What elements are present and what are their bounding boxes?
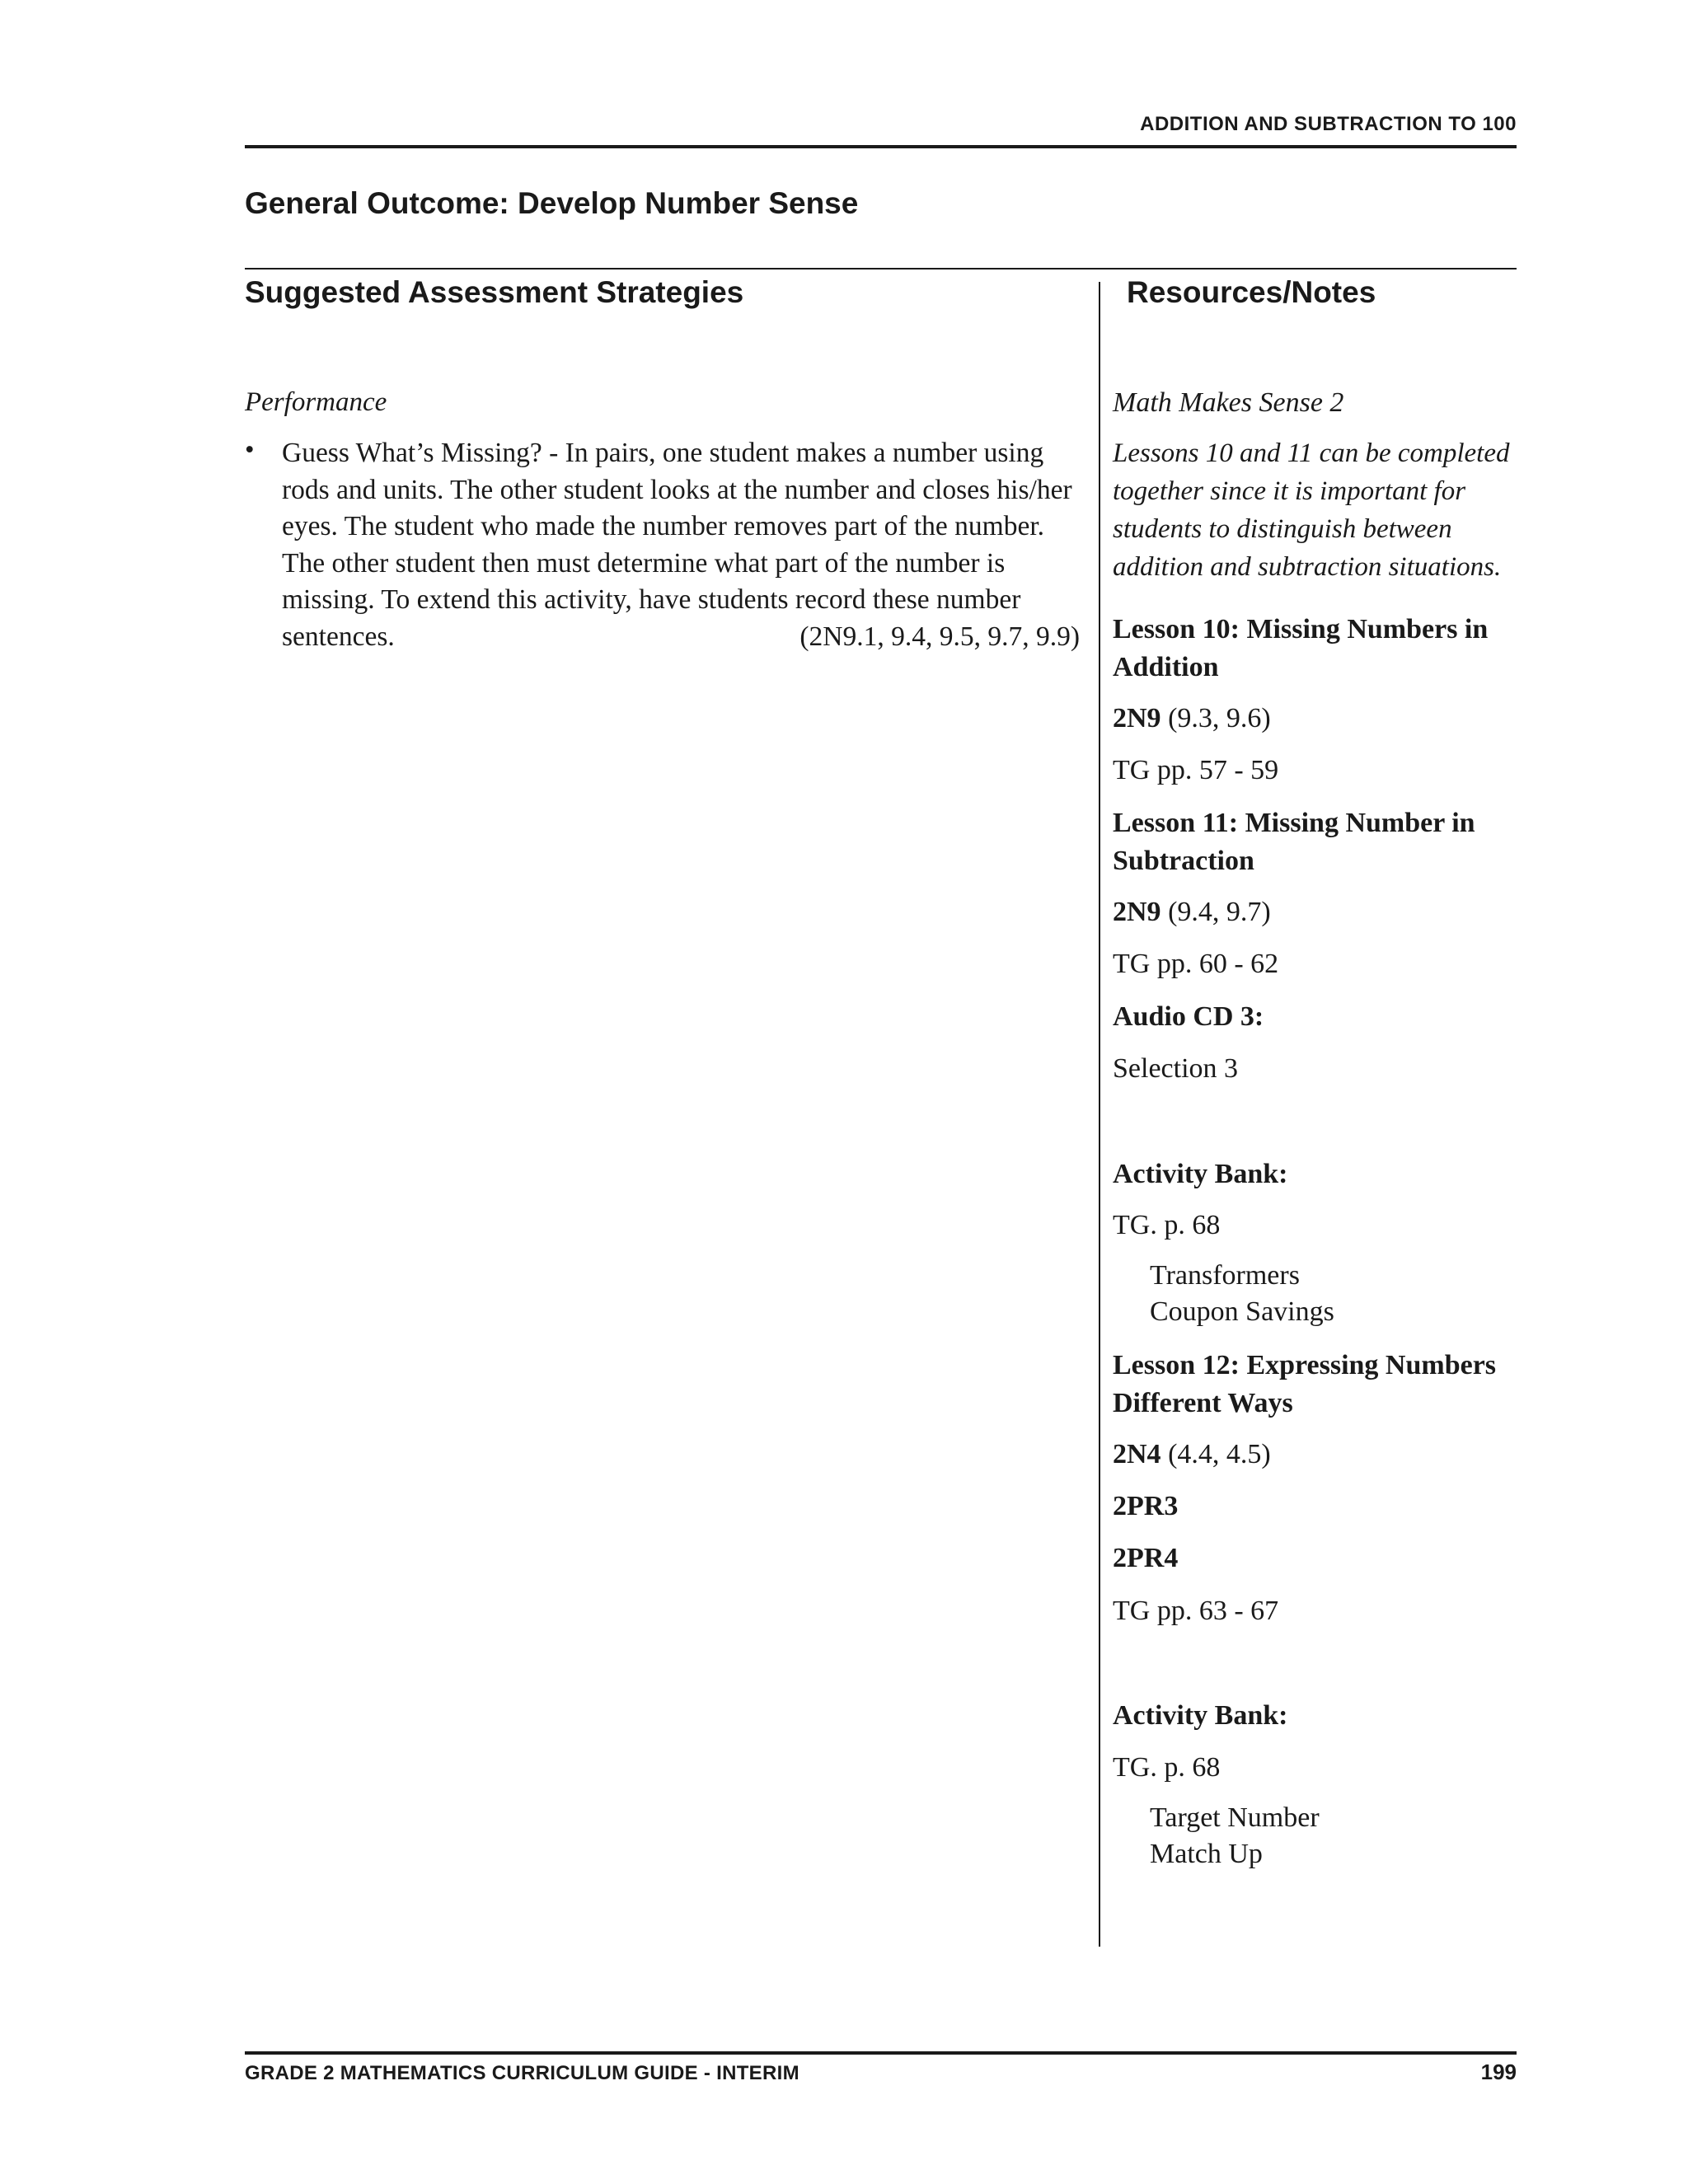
- outcome-rule: [245, 268, 1517, 269]
- bullet-marker: •: [245, 435, 255, 465]
- lesson-11-code: 2N9: [1113, 897, 1161, 927]
- activity-bank-2-label: Activity Bank:: [1113, 1700, 1288, 1731]
- activity-bank-2-item: Target Number: [1150, 1802, 1320, 1833]
- footer-rule: [245, 2051, 1517, 2055]
- lesson-12-code: 2N4: [1113, 1439, 1161, 1469]
- lesson-11-tg: TG pp. 60 - 62: [1113, 949, 1279, 979]
- activity-description: Guess What’s Missing? - In pairs, one student makes a number using rods and units. The other student looks at the number and closes his/her eyes. The student who made the number removes part of the number. The other student then must determine what part of the number is missing. To extend this activity, have students record these number sentences.: [282, 438, 1072, 652]
- header-rule: [245, 145, 1517, 148]
- activity-bank-1-label: Activity Bank:: [1113, 1159, 1288, 1189]
- footer-guide-title: GRADE 2 MATHEMATICS CURRICULUM GUIDE - INTERIM: [245, 2062, 799, 2084]
- lesson-12-code-pr4: 2PR4: [1113, 1543, 1179, 1573]
- performance-label: Performance: [245, 387, 387, 417]
- activity-bank-2-item: Match Up: [1150, 1839, 1263, 1869]
- outcome-reference: (2N9.1, 9.4, 9.5, 9.7, 9.9): [799, 621, 1080, 652]
- assessment-strategies-heading: Suggested Assessment Strategies: [245, 275, 744, 309]
- running-header: ADDITION AND SUBTRACTION TO 100: [1140, 113, 1517, 135]
- lesson-10-title: Lesson 10: Missing Numbers in Addition: [1113, 614, 1489, 682]
- lesson-12-title: Lesson 12: Expressing Numbers Different Ways: [1113, 1350, 1497, 1418]
- lesson-12-code-pr3: 2PR3: [1113, 1491, 1179, 1521]
- lesson-12-outcomes: [1113, 1436, 1271, 1474]
- lessons-note: Lessons 10 and 11 can be completed together since it is important for students to distinguish between addition and subtraction situations.: [1113, 438, 1510, 582]
- audio-cd-label: Audio CD 3:: [1113, 1001, 1264, 1032]
- lesson-10-outcomes: [1113, 700, 1271, 738]
- audio-selection: Selection 3: [1113, 1053, 1239, 1084]
- general-outcome-title: General Outcome: Develop Number Sense: [245, 186, 859, 220]
- activity-bank-1-item: Coupon Savings: [1150, 1296, 1334, 1327]
- lesson-11-title: Lesson 11: Missing Number in Subtraction: [1113, 808, 1475, 876]
- lesson-10-tg: TG pp. 57 - 59: [1113, 755, 1279, 785]
- page-number: 199: [1480, 2060, 1517, 2084]
- lesson-10-indicators: (9.3, 9.6): [1160, 703, 1271, 733]
- resources-notes-heading: Resources/Notes: [1127, 275, 1376, 309]
- book-title: Math Makes Sense 2: [1113, 387, 1344, 418]
- column-divider-lower: [1099, 1122, 1100, 1947]
- lesson-11-outcomes: [1113, 893, 1271, 931]
- column-divider: [1099, 282, 1100, 1122]
- lesson-11-indicators: (9.4, 9.7): [1160, 897, 1271, 927]
- activity-bank-2-tg: TG. p. 68: [1113, 1752, 1221, 1783]
- activity-bank-1-item: Transformers: [1150, 1260, 1300, 1291]
- lesson-10-code: 2N9: [1113, 703, 1161, 733]
- lesson-12-indicators: (4.4, 4.5): [1160, 1439, 1271, 1469]
- lesson-12-tg: TG pp. 63 - 67: [1113, 1596, 1279, 1626]
- performance-activity-text: [282, 435, 1080, 655]
- activity-bank-1-tg: TG. p. 68: [1113, 1210, 1221, 1240]
